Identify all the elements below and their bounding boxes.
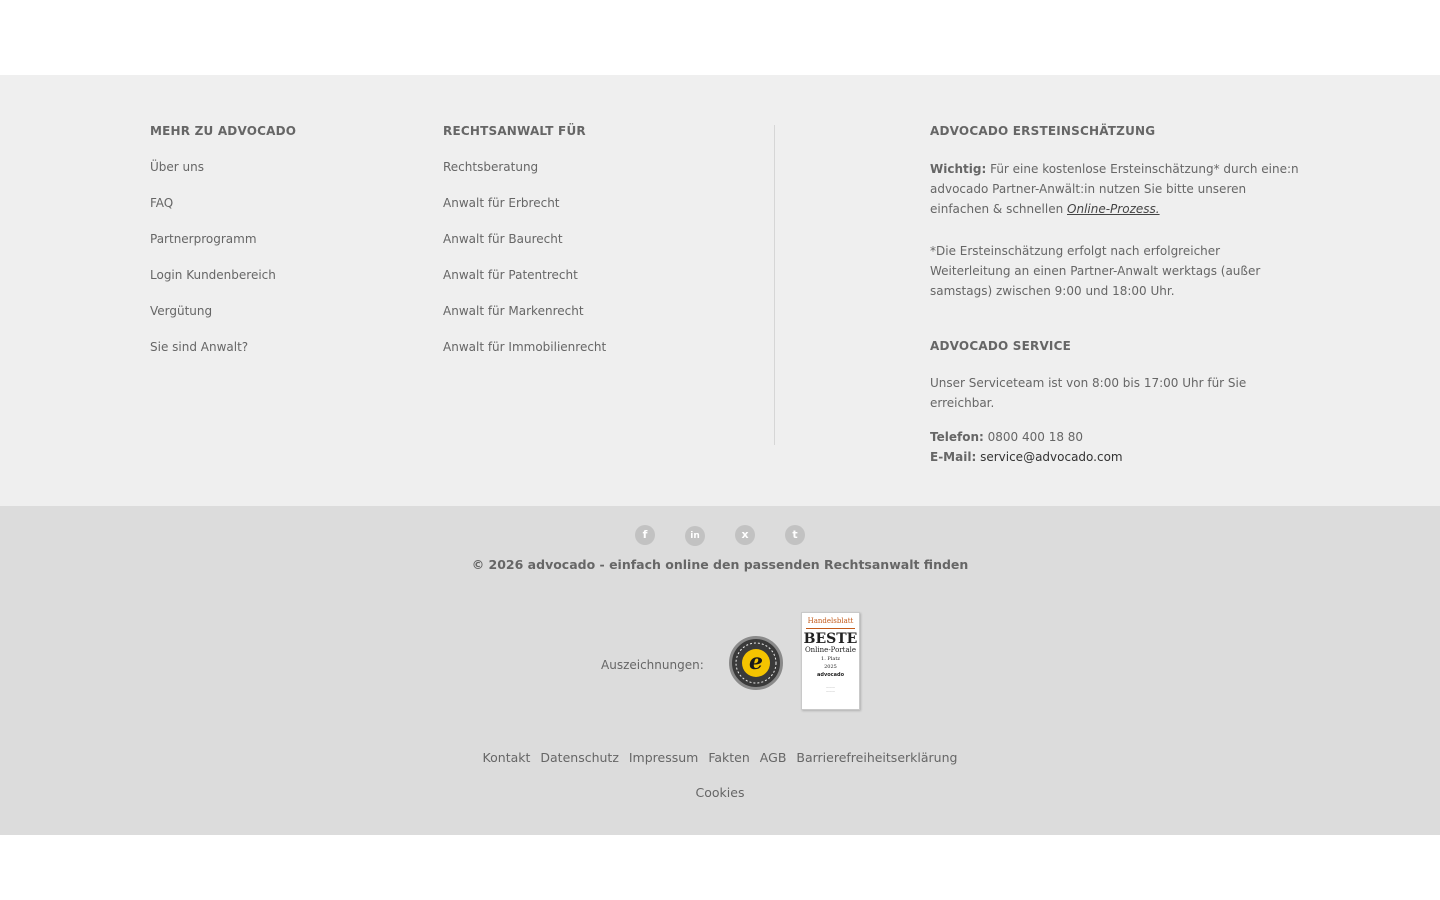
- link-kontakt[interactable]: Kontakt: [482, 750, 531, 765]
- link-partnerprogramm[interactable]: Partnerprogramm: [150, 232, 257, 246]
- legal-links: [0, 750, 1440, 765]
- link-barrierefreiheit[interactable]: Barrierefreiheitserklärung: [796, 750, 958, 765]
- link-sie-sind-anwalt[interactable]: Sie sind Anwalt?: [150, 340, 249, 354]
- email-link[interactable]: service@advocado.com: [980, 450, 1123, 464]
- cookies-link[interactable]: Cookies: [695, 785, 745, 800]
- link-markenrecht[interactable]: Anwalt für Markenrecht: [443, 304, 584, 318]
- xing-icon[interactable]: x: [735, 525, 755, 545]
- link-verguetung[interactable]: Vergütung: [150, 304, 213, 318]
- handelsblatt-badge[interactable]: [801, 612, 860, 710]
- link-agb[interactable]: AGB: [759, 750, 787, 765]
- handelsblatt-brand: Handelsblatt: [807, 617, 854, 625]
- link-impressum[interactable]: Impressum: [628, 750, 699, 765]
- phone-line: [930, 427, 1300, 447]
- trusted-shops-letter: e: [742, 649, 770, 677]
- handelsblatt-rule: [806, 628, 855, 629]
- footer: [0, 75, 1440, 835]
- column-more-advocado: [150, 124, 296, 376]
- important-note: [930, 159, 1300, 219]
- email-line: [930, 447, 1300, 467]
- important-label: Wichtig:: [930, 162, 987, 176]
- linkedin-icon[interactable]: in: [685, 526, 705, 546]
- copyright: © 2026 advocado - einfach online den passenden Rechtsanwalt finden: [471, 557, 969, 572]
- twitter-icon[interactable]: t: [785, 525, 805, 545]
- handelsblatt-title: BESTE: [803, 631, 858, 647]
- link-fakten[interactable]: Fakten: [708, 750, 750, 765]
- link-faq[interactable]: FAQ: [150, 196, 174, 210]
- column-heading: ADVOCADO ERSTEINSCHÄTZUNG: [930, 124, 1156, 138]
- column-rechtsanwalt-fuer: [443, 124, 606, 376]
- footer-bottom: [0, 506, 1440, 835]
- link-ueber-uns[interactable]: Über uns: [150, 160, 204, 174]
- online-process-link[interactable]: Online-Prozess.: [1067, 202, 1160, 216]
- trusted-shops-badge[interactable]: [729, 636, 783, 690]
- awards: [0, 611, 1440, 711]
- email-label: E-Mail:: [930, 450, 977, 464]
- column-divider: [774, 125, 775, 445]
- handelsblatt-fine-print: ——— ———: [826, 685, 835, 693]
- link-login-kundenbereich[interactable]: Login Kundenbereich: [150, 268, 276, 282]
- link-datenschutz[interactable]: Datenschutz: [540, 750, 619, 765]
- awards-label: Auszeichnungen:: [601, 658, 704, 672]
- social-links: [0, 525, 1440, 546]
- handelsblatt-company: advocado: [817, 672, 844, 678]
- link-rechtsberatung[interactable]: Rechtsberatung: [443, 160, 539, 174]
- column-heading: RECHTSANWALT FÜR: [443, 124, 586, 138]
- link-baurecht[interactable]: Anwalt für Baurecht: [443, 232, 563, 246]
- footer-top: [0, 75, 1440, 506]
- facebook-icon[interactable]: f: [635, 525, 655, 545]
- top-spacer: [0, 0, 1440, 75]
- cookies-link-wrap: [0, 785, 1440, 800]
- link-erbrecht[interactable]: Anwalt für Erbrecht: [443, 196, 560, 210]
- link-immobilienrecht[interactable]: Anwalt für Immobilienrecht: [443, 340, 607, 354]
- phone-label: Telefon:: [930, 430, 984, 444]
- column-ersteinschaetzung: [930, 124, 1300, 467]
- footnote: *Die Ersteinschätzung erfolgt nach erfolgreicher Weiterleitung an einen Partner-Anwalt werktags (außer samstags) zwischen 9:00 und 18:00 Uhr.: [930, 244, 1261, 298]
- service-text: Unser Serviceteam ist von 8:00 bis 17:00 Uhr für Sie erreichbar.: [930, 376, 1247, 410]
- link-patentrecht[interactable]: Anwalt für Patentrecht: [443, 268, 578, 282]
- handelsblatt-year: 2025: [824, 664, 837, 670]
- column-heading: MEHR ZU ADVOCADO: [150, 124, 297, 138]
- important-text: Für eine kostenlose Ersteinschätzung* durch eine:n advocado Partner-Anwält:in nutzen Sie bitte unseren einfachen & schnellen: [930, 162, 1299, 216]
- phone-link[interactable]: 0800 400 18 80: [987, 430, 1084, 444]
- service-heading: ADVOCADO SERVICE: [930, 339, 1071, 353]
- handelsblatt-subtitle: Online-Portale: [804, 646, 857, 654]
- handelsblatt-rank: 1. Platz: [821, 656, 840, 662]
- bottom-spacer: [0, 835, 1440, 900]
